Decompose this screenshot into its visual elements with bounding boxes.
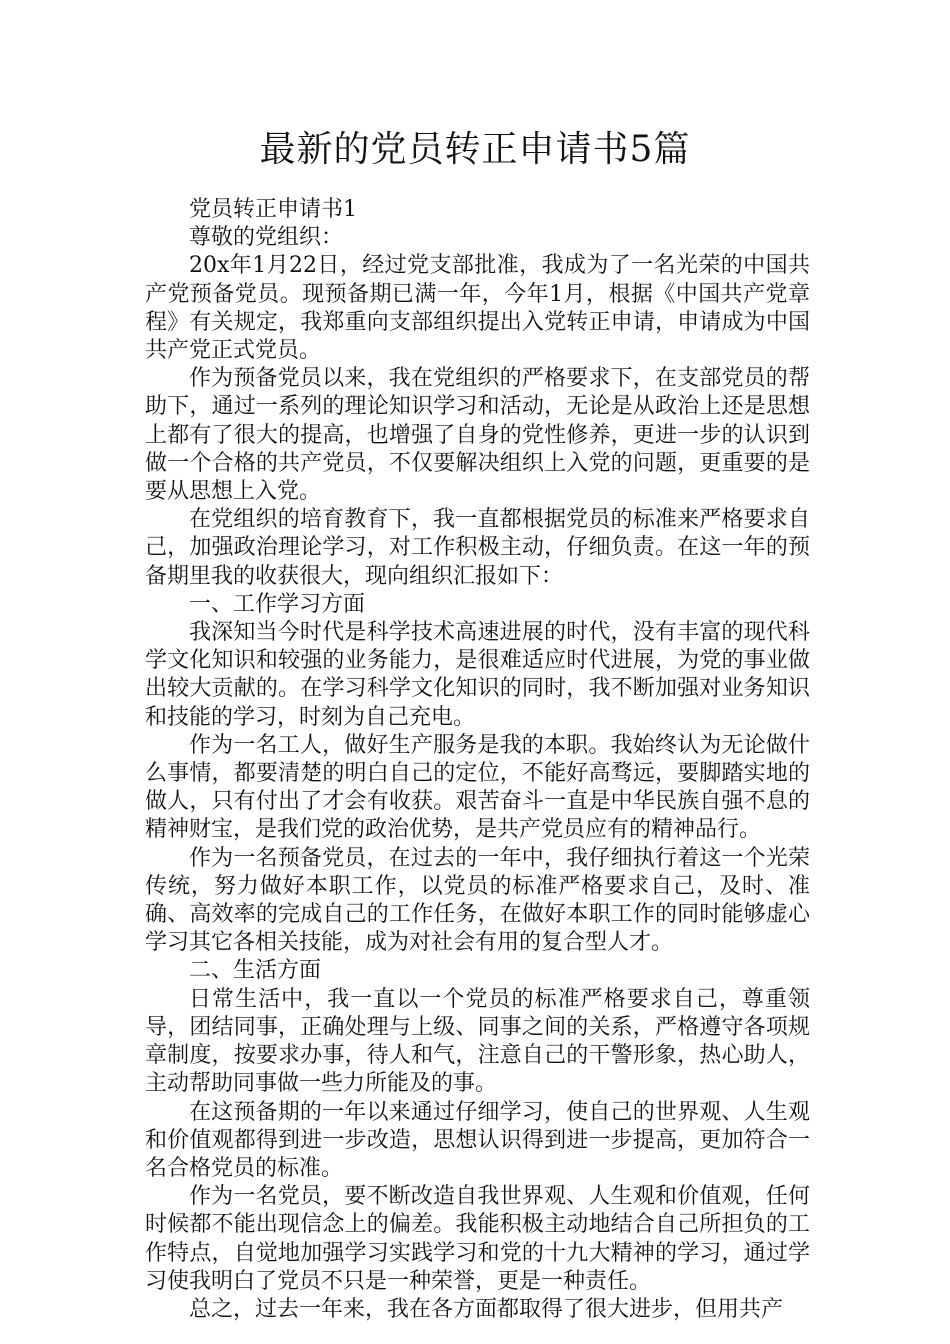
body-paragraph: 作为一名党员，要不断改造自我世界观、人生观和价值观，任何时候都不能出现信念上的偏差。我能积极主动地结合自己所担负的工作特点，自觉地加强学习实践学习和党的十九大精神的学习，通过学习使我明白了党员不只是一种荣誉，更是一种责任。 [145,1184,810,1294]
body-paragraph: 我深知当今时代是科学技术高速进展的时代，没有丰富的现代科学文化知识和较强的业务能力，是很难适应时代进展，为党的事业做出较大贡献的。在学习科学文化知识的同时，我不断加强对业务知识和技能的学习，时刻为自己充电。 [145,620,810,730]
subsection-heading: 二、生活方面 [189,958,322,984]
salutation: 尊敬的党组织： [189,225,344,251]
section-heading: 党员转正申请书1 [189,197,357,222]
document-body [145,196,810,1324]
body-paragraph: 总之，过去一年来，我在各方面都取得了很大进步，但用共产 [189,1296,784,1322]
body-paragraph: 作为一名预备党员，在过去的一年中，我仔细执行着这一个光荣传统，努力做好本职工作，以党员的标准严格要求自己，及时、准确、高效率的完成自己的工作任务，在做好本职工作的同时能够虚心学习其它各相关技能，成为对社会有用的复合型人才。 [145,845,810,956]
body-paragraph: 作为预备党员以来，我在党组织的严格要求下，在支部党员的帮助下，通过一系列的理论知识学习和活动，无论是从政治上还是思想上都有了很大的提高，也增强了自身的党性修养，更进一步的认识到做一个合格的共产党员，不仅要解决组织上入党的问题，更重要的是要从思想上入党。 [145,366,810,505]
body-paragraph: 20x年1月22日，经过党支部批准，我成为了一名光荣的中国共产党预备党员。现预备期已满一年，今年1月，根据《中国共产党章程》有关规定，我郑重向支部组织提出入党转正申请，申请成为中国共产党正式党员。 [145,253,810,364]
body-paragraph: 在党组织的培育教育下，我一直都根据党员的标准来严格要求自己，加强政治理论学习，对工作积极主动，仔细负责。在这一年的预备期里我的收获很大，现向组织汇报如下： [145,507,810,589]
body-paragraph: 在这预备期的一年以来通过仔细学习，使自己的世界观、人生观和价值观都得到进一步改造，思想认识得到进一步提高，更加符合一名合格党员的标准。 [145,1099,810,1181]
body-paragraph: 日常生活中，我一直以一个党员的标准严格要求自己，尊重领导，团结同事，正确处理与上级、同事之间的关系，严格遵守各项规章制度，按要求办事，待人和气，注意自己的干警形象，热心助人，主动帮助同事做一些力所能及的事。 [145,986,810,1097]
subsection-heading: 一、工作学习方面 [189,591,366,617]
body-paragraph: 作为一名工人，做好生产服务是我的本职。我始终认为无论做什么事情，都要清楚的明白自己的定位，不能好高骛远，要脚踏实地的做人，只有付出了才会有收获。艰苦奋斗一直是中华民族自强不息的精神财宝，是我们党的政治优势，是共产党员应有的精神品行。 [145,732,810,843]
document-title: 最新的党员转正申请书5篇 [259,129,691,170]
